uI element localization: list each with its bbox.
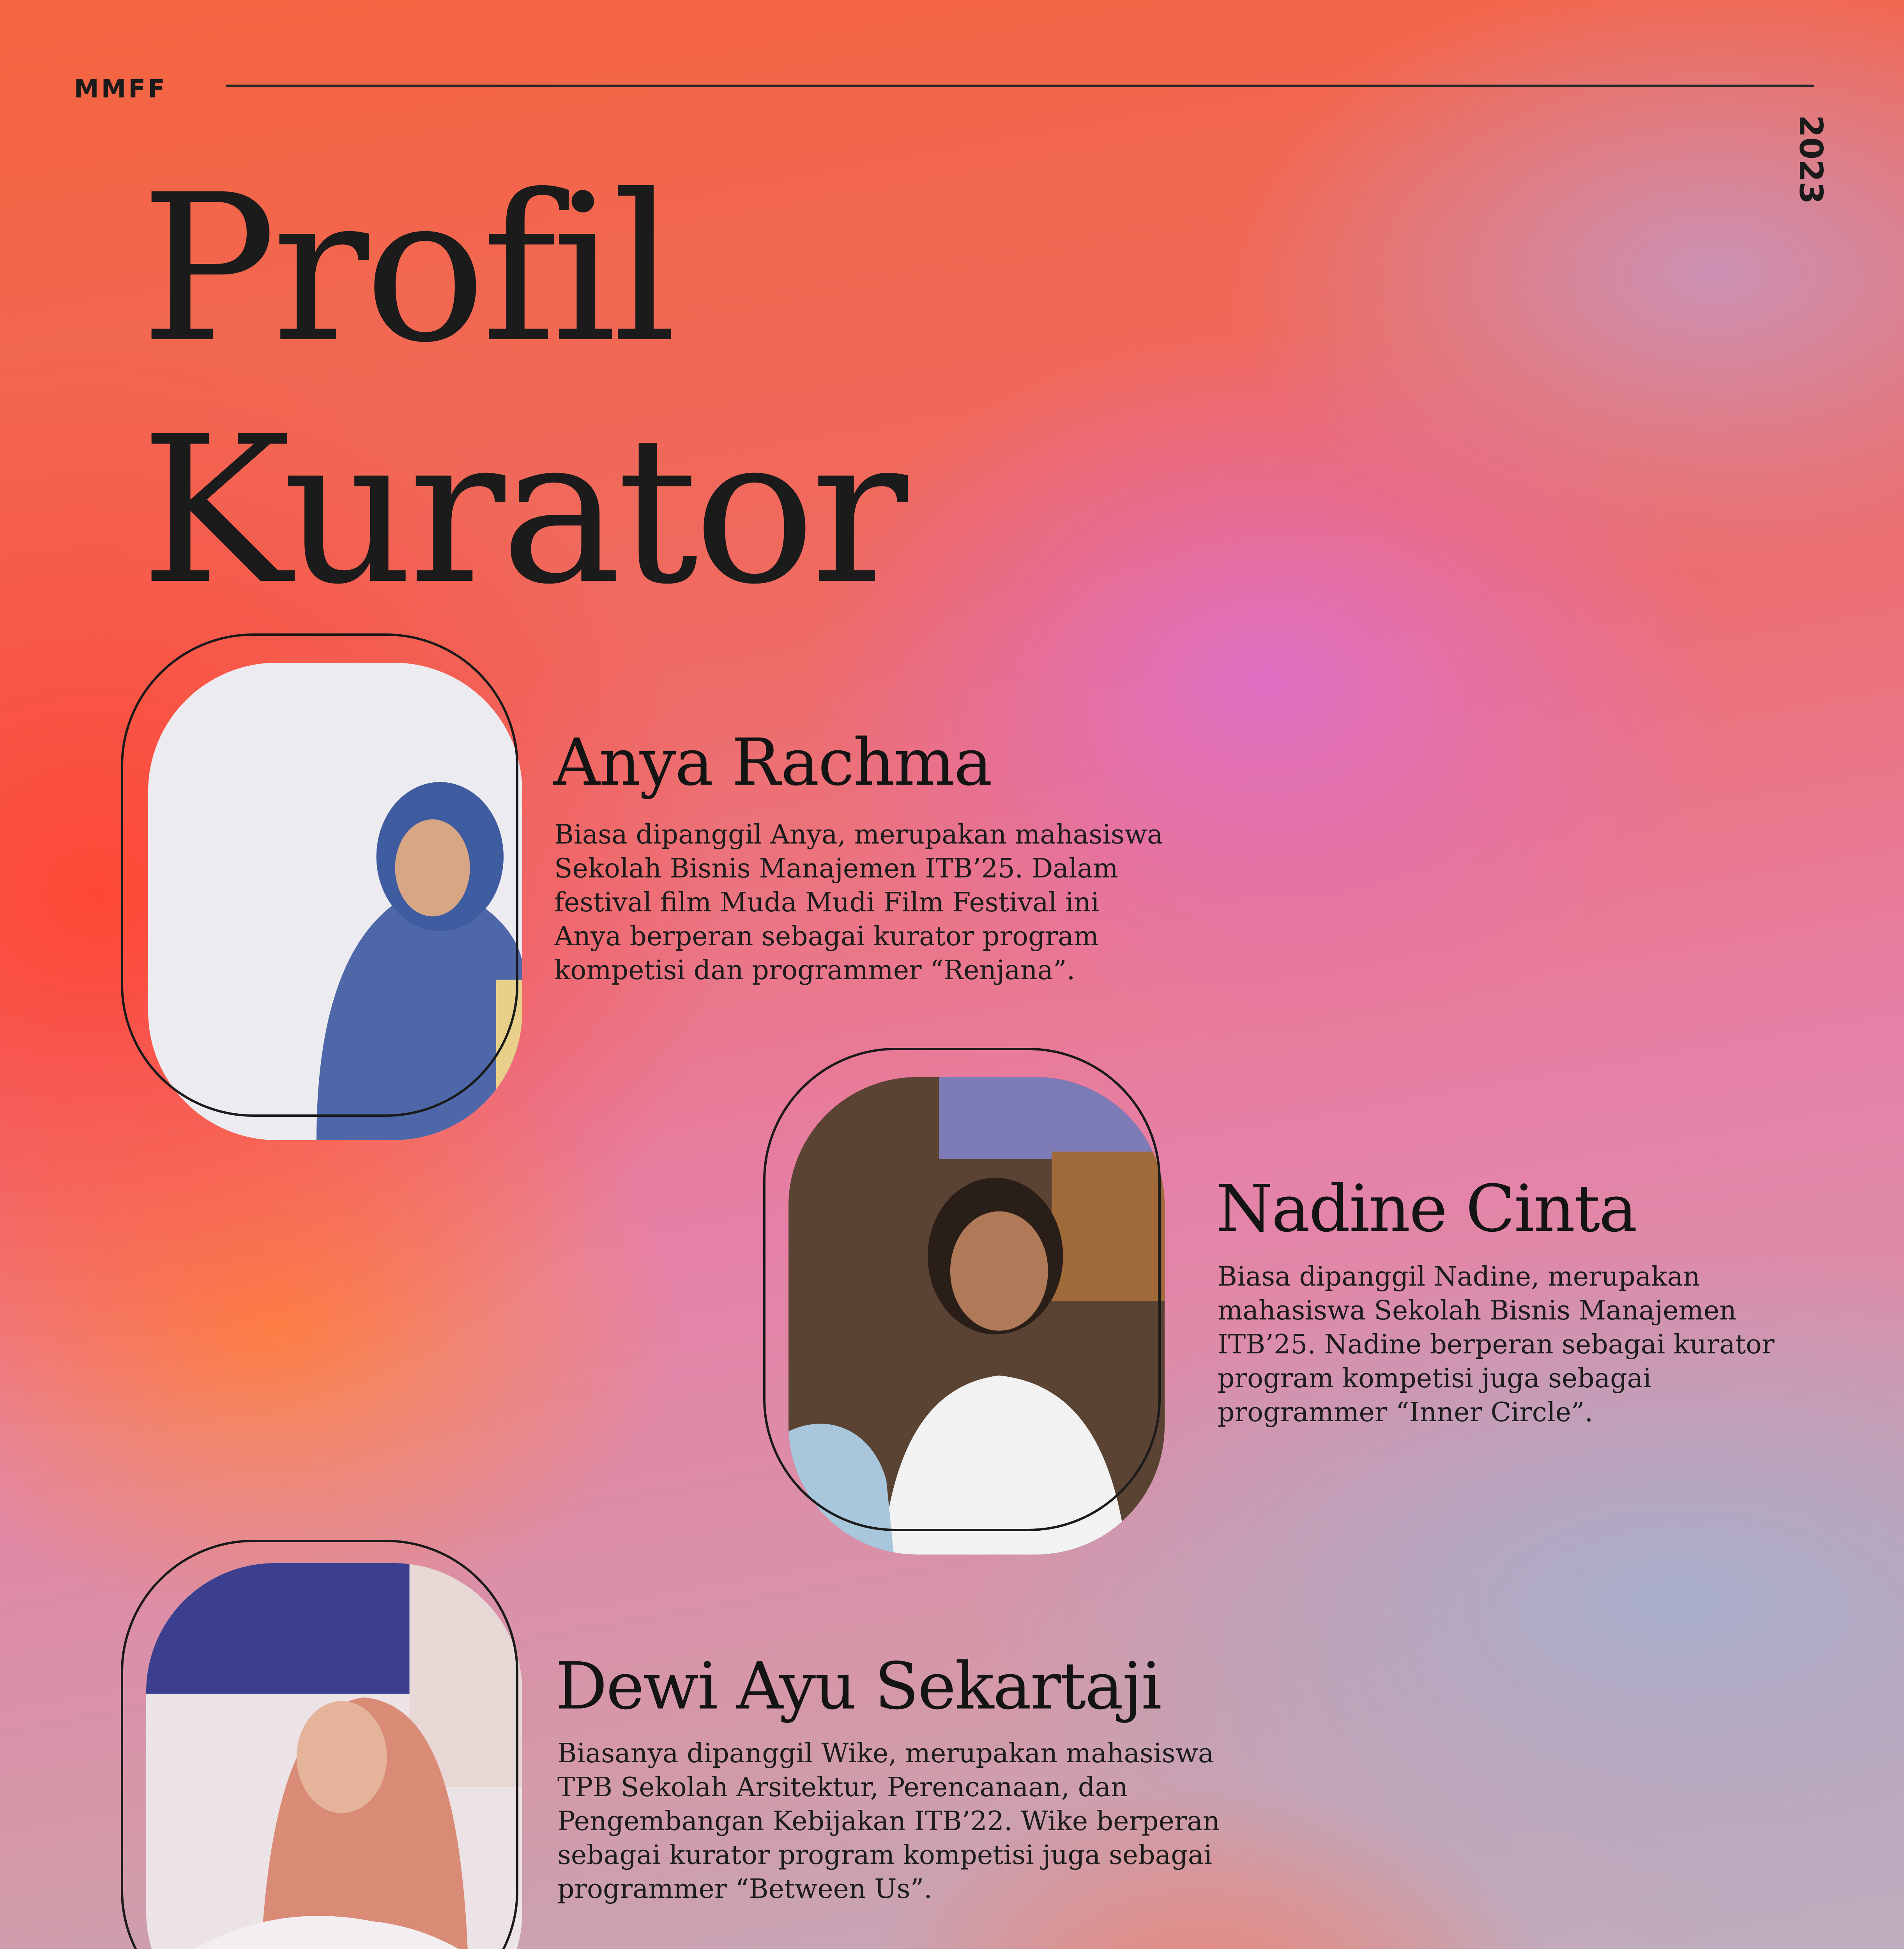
photo-frame-outline-1 — [121, 633, 518, 1117]
page-title — [140, 148, 903, 631]
year-label: 2023 — [1792, 115, 1829, 204]
curator-bio-3: Biasanya dipanggil Wike, merupakan mahasiswa TPB Sekolah Arsitektur, Perencanaan, dan Pengembangan Kebijakan ITB’22. Wike berperan sebagai kurator program kompetisi juga sebagai programmer “Between Us”. — [557, 1738, 1220, 1905]
curator-name-3: Dewi Ayu Sekartaji — [555, 1649, 1161, 1724]
curator-bio-1: Biasa dipanggil Anya, merupakan mahasiswa Sekolah Bisnis Manajemen ITB’25. Dalam festival film Muda Mudi Film Festival ini Anya berperan sebagai kurator program kompetisi dan programmer “Renjana”. — [554, 819, 1163, 986]
title-line-2: Kurator — [140, 393, 903, 629]
photo-frame-outline-3 — [121, 1540, 518, 1949]
curator-name-1: Anya Rachma — [553, 725, 992, 800]
curator-card-3 — [121, 1540, 518, 1949]
title-line-1: Profil — [140, 151, 672, 387]
curator-name-2: Nadine Cinta — [1216, 1171, 1637, 1247]
curator-bio-2: Biasa dipanggil Nadine, merupakan mahasiswa Sekolah Bisnis Manajemen ITB’25. Nadine berperan sebagai kurator program kompetisi juga sebagai programmer “Inner Circle”. — [1218, 1261, 1775, 1428]
photo-frame-outline-2 — [763, 1048, 1161, 1531]
header-rule — [226, 85, 1814, 87]
curator-card-2 — [763, 1048, 1161, 1531]
curator-card-1 — [121, 633, 518, 1117]
brand-logo: MMFF — [74, 75, 167, 104]
